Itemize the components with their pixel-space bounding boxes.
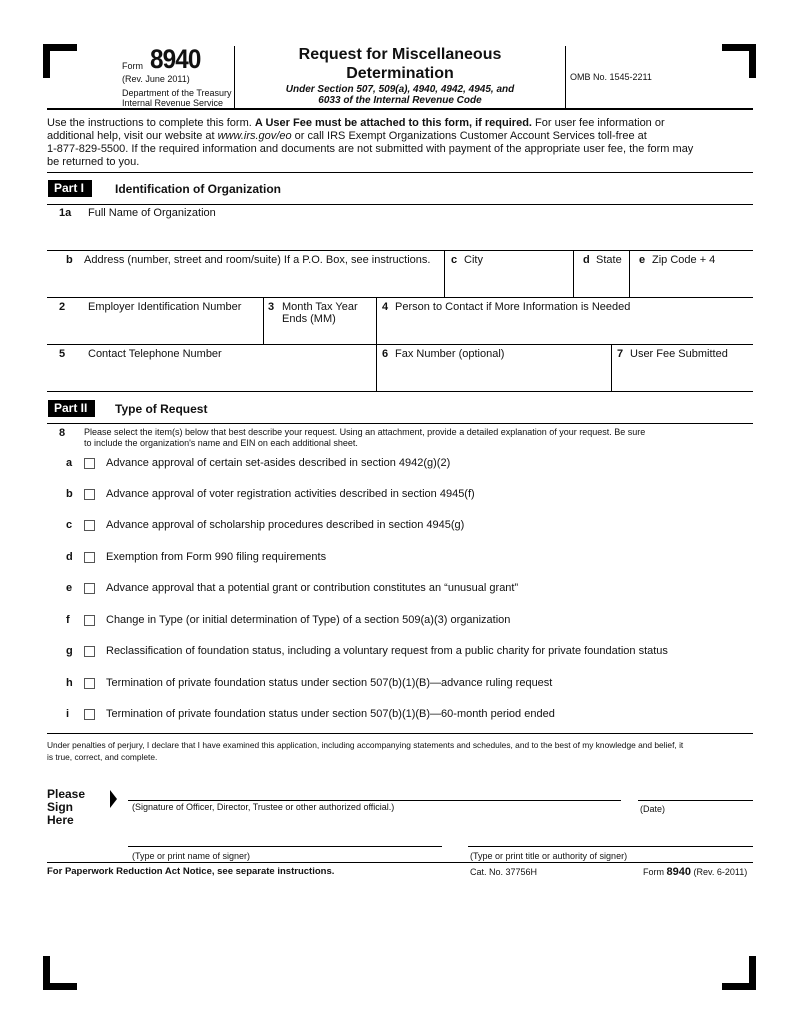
line-6-label: Fax Number (optional) [395,348,505,360]
department-line-1: Department of the Treasury [122,88,232,98]
line-8-text-1: Please select the item(s) below that best describe your request. Using an attachment, provide a detailed explanation of your request. Be sure [84,427,646,437]
signer-name-line[interactable] [128,846,442,847]
line-3-label-2: Ends (MM) [282,313,336,325]
item-letter: i [66,708,70,720]
rule-after-1a [47,250,753,251]
signer-name-label: (Type or print name of signer) [132,851,251,861]
line-3-label-1: Month Tax Year [282,301,358,313]
divider-d-e [629,250,630,297]
registration-mark-bottom-right [722,956,756,990]
checkbox-item-g[interactable] [84,646,95,657]
checkbox-item-a[interactable] [84,458,95,469]
line-1a-number: 1a [59,207,72,219]
line-d-letter: d [583,254,590,266]
header-rule [47,108,753,110]
item-letter: e [66,582,73,594]
instructions-line-2: additional help, visit our website at www.irs.gov/eo or call IRS Exempt Organizations Customer Account Services toll-free at [47,130,647,142]
item-label: Change in Type (or initial determination of Type) of a section 509(a)(3) organization [106,614,511,626]
signer-title-label: (Type or print title or authority of signer) [470,851,628,861]
item-letter: h [66,677,73,689]
line-b-letter: b [66,254,73,266]
checkbox-item-f[interactable] [84,615,95,626]
date-line[interactable] [638,800,753,801]
instructions-line-4: be returned to you. [47,156,140,168]
divider-6-7 [611,344,612,391]
item-letter: f [66,614,70,626]
line-7-label: User Fee Submitted [630,348,728,360]
item-label: Termination of private foundation status under section 507(b)(1)(B)—60-month period ended [106,708,555,720]
header-divider-left [234,46,235,108]
form-subtitle-line-1: Under Section 507, 509(a), 4940, 4942, 4945, and [285,84,515,95]
rule-after-address [47,297,753,298]
line-e-label: Zip Code + 4 [652,254,716,266]
line-7-number: 7 [617,348,624,360]
registration-mark-top-right [722,44,756,78]
paperwork-notice: For Paperwork Reduction Act Notice, see separate instructions. [47,866,335,877]
line-e-letter: e [639,254,646,266]
form-number: 8940 [150,44,201,74]
part-1-rule [47,204,753,205]
item-label: Reclassification of foundation status, including a voluntary request from a public charity for private foundation status [106,645,668,657]
line-6-number: 6 [382,348,389,360]
divider-b-c [444,250,445,297]
item-letter: a [66,457,73,469]
form-title-line-1: Request for Miscellaneous [298,46,502,63]
checkbox-item-e[interactable] [84,583,95,594]
header-divider-right [565,46,566,108]
item-label: Termination of private foundation status under section 507(b)(1)(B)—advance ruling request [106,677,553,689]
item-letter: d [66,551,73,563]
instructions-line-1: Use the instructions to complete this form. A User Fee must be attached to this form, if required. For user fee information or [47,117,665,129]
line-5-label: Contact Telephone Number [88,348,222,360]
item-letter: b [66,488,73,500]
registration-mark-bottom-left [43,956,77,990]
perjury-statement-2: is true, correct, and complete. [47,752,158,762]
checkbox-item-d[interactable] [84,552,95,563]
line-2-label: Employer Identification Number [88,301,242,313]
line-d-label: State [596,254,622,266]
line-c-label: City [464,254,483,266]
irs-website-link: www.irs.gov/eo [217,130,292,142]
form-revision: (Rev. June 2011) [122,74,190,84]
checkbox-item-c[interactable] [84,520,95,531]
please-text: Please [47,787,86,801]
rule-end-part-1 [47,391,753,392]
form-title-line-2: Determination [346,65,454,82]
part-2-rule [47,423,753,424]
divider-2-3 [263,297,264,344]
sign-text: Sign [47,800,73,814]
checkbox-item-h[interactable] [84,678,95,689]
signature-label: (Signature of Officer, Director, Trustee or other authorized official.) [132,802,395,812]
part-2-tag: Part II [48,400,95,417]
item-letter: g [66,645,73,657]
signer-title-line[interactable] [468,846,753,847]
footer-rule [47,862,753,863]
item-letter: c [66,519,73,531]
line-1a-label: Full Name of Organization [88,207,216,219]
item-label: Exemption from Form 990 filing requirements [106,551,327,563]
line-3-number: 3 [268,301,275,313]
line-b-label: Address (number, street and room/suite) If a P.O. Box, see instructions. [84,254,431,266]
checkbox-item-b[interactable] [84,489,95,500]
omb-number: OMB No. 1545-2211 [570,72,652,82]
line-c-letter: c [451,254,458,266]
form-word: Form [122,61,143,71]
item-label: Advance approval that a potential grant or contribution constitutes an “unusual grant” [106,582,519,594]
part-2-title: Type of Request [115,402,208,416]
instructions-rule [47,172,753,173]
checkbox-item-i[interactable] [84,709,95,720]
department-line-2: Internal Revenue Service [122,98,224,108]
perjury-statement-1: Under penalties of perjury, I declare that I have examined this application, including accompanying statements and schedules, and to the best of my knowledge and belief, it [47,740,684,750]
here-text: Here [47,813,74,827]
registration-mark-top-left [43,44,77,78]
sign-here-arrow-icon [110,790,117,808]
instructions-line-3: 1-877-829-5500. If the required information and documents are not submitted with payment of the appropriate user fee, the form may [47,143,694,155]
signature-line[interactable] [128,800,621,801]
item-label: Advance approval of certain set-asides described in section 4942(g)(2) [106,457,451,469]
line-8-number: 8 [59,427,66,439]
line-2-number: 2 [59,301,66,313]
form-subtitle-line-2: 6033 of the Internal Revenue Code [318,95,482,106]
footer-form-id: Form 8940 (Rev. 6-2011) [643,866,748,878]
rule-after-line-4 [47,344,753,345]
divider-c-d [573,250,574,297]
line-5-number: 5 [59,348,66,360]
line-4-number: 4 [382,301,389,313]
rule-before-perjury [47,733,753,734]
line-4-label: Person to Contact if More Information is Needed [395,301,631,313]
catalog-number: Cat. No. 37756H [470,867,538,877]
date-label: (Date) [640,804,666,814]
part-1-title: Identification of Organization [115,182,281,196]
item-label: Advance approval of scholarship procedures described in section 4945(g) [106,519,465,531]
part-1-tag: Part I [48,180,92,197]
item-label: Advance approval of voter registration activities described in section 4945(f) [106,488,475,500]
line-8-text-2: to include the organization's name and EIN on each additional sheet. [84,438,358,448]
